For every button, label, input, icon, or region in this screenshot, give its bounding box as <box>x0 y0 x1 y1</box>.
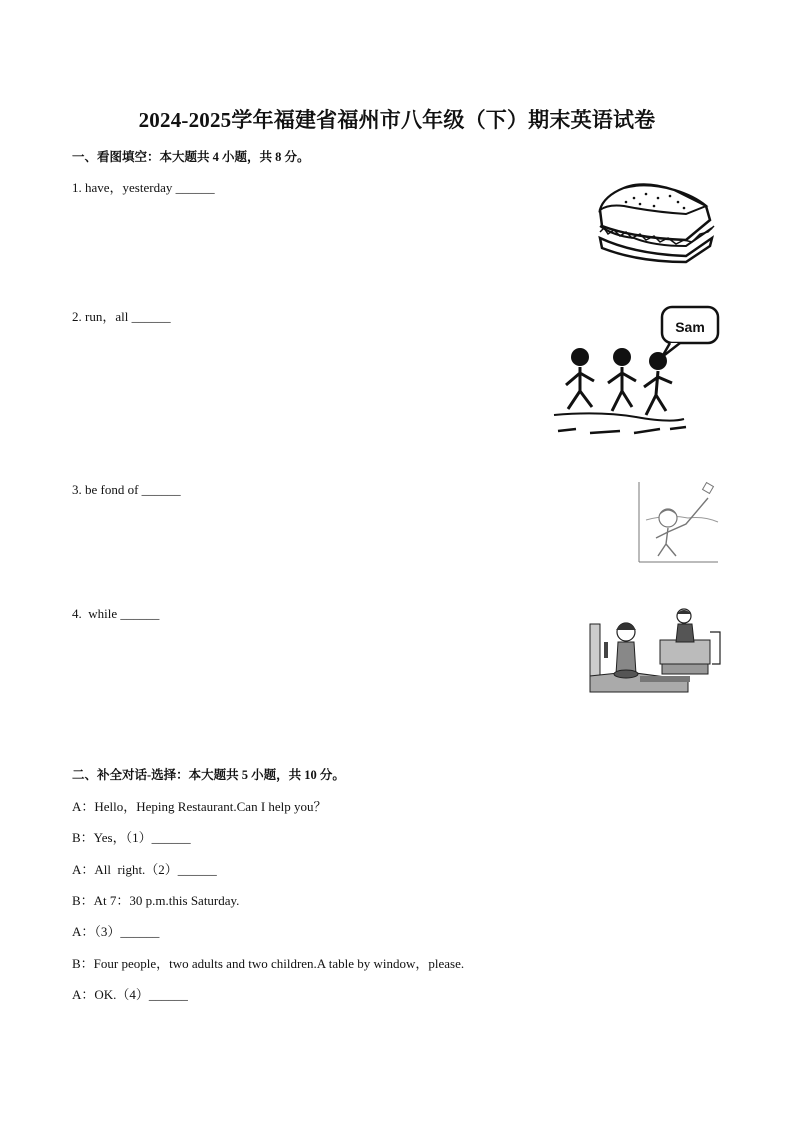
question-4: 4. while ______ <box>72 606 160 621</box>
dialogue-line-3: A：All right.（2）______ <box>72 862 217 877</box>
dialogue-line-1: A：Hello，Heping Restaurant.Can I help you？ <box>72 799 327 814</box>
kite-boy-picture <box>638 478 720 564</box>
question-2: 2. run，all ______ <box>72 309 171 324</box>
page-title: 2024-2025学年福建省福州市八年级（下）期末英语试卷 <box>138 108 656 132</box>
running-boys-picture <box>550 305 722 441</box>
section1-heading: 一、看图填空：本大题共 4 小题，共 8 分。 <box>72 150 310 164</box>
kitchen-study-picture <box>588 604 722 694</box>
sandwich-picture <box>594 176 722 268</box>
question-3: 3. be fond of ______ <box>72 482 181 497</box>
section2-heading: 二、补全对话-选择：本大题共 5 小题，共 10 分。 <box>72 768 345 782</box>
dialogue-line-6: B：Four people，two adults and two children.A table by window，please. <box>72 956 465 971</box>
dialogue-line-7: A：OK.（4）______ <box>72 987 188 1002</box>
dialogue-line-5: A：（3）______ <box>72 924 160 939</box>
bubble-label: Sam <box>675 319 705 335</box>
dialogue-line-2: B：Yes，（1）______ <box>72 830 191 845</box>
question-1: 1. have，yesterday ______ <box>72 180 215 195</box>
dialogue-line-4: B：At 7：30 p.m.this Saturday. <box>72 893 240 908</box>
